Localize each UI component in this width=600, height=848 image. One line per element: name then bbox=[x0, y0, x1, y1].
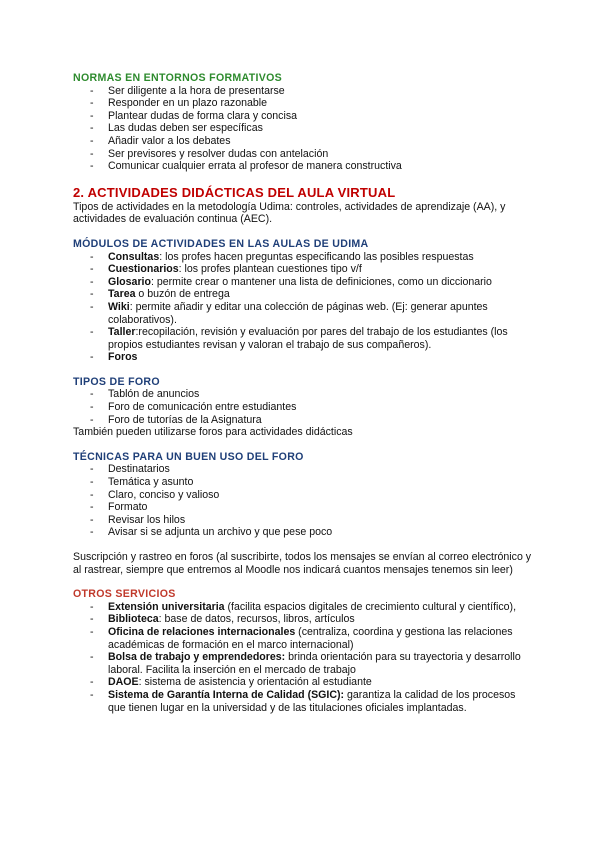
list-item: - Foro de tutorías de la Asignatura bbox=[90, 413, 262, 426]
list-item: - Bolsa de trabajo y emprendedores: brinda orientación para su trayectoria y desarrollo laboral. Facilita la inserción en el mercado de trabajo bbox=[90, 651, 521, 676]
section-title-modulos: MÓDULOS DE ACTIVIDADES EN LAS AULAS DE UDIMA bbox=[73, 237, 369, 250]
list-item: - Las dudas deben ser específicas bbox=[90, 122, 263, 135]
foro-list bbox=[73, 388, 535, 426]
list-item: - DAOE: sistema de asistencia y orientación al estudiante bbox=[90, 676, 372, 689]
section-title-otros: OTROS SERVICIOS bbox=[73, 588, 176, 601]
section-title-normas: NORMAS EN ENTORNOS FORMATIVOS bbox=[73, 72, 283, 84]
list-item: - Foro de comunicación entre estudiantes bbox=[90, 401, 297, 414]
list-item: - Oficina de relaciones internacionales (centraliza, coordina y gestiona las relaciones académicas de formación en el marco internacional) bbox=[90, 625, 513, 651]
list-item: - Formato bbox=[90, 501, 148, 514]
list-item: - Responder en un plazo razonable bbox=[90, 97, 268, 110]
tecnicas-note: Suscripción y rastreo en foros (al suscribirte, todos los mensajes se envían al correo electrónico y al rastrear, siempre que entremos al Moodle nos indicará cuantos mensajes tenemos sin leer) bbox=[73, 551, 532, 576]
list-item: - Sistema de Garantía Interna de Calidad (SGIC): garantiza la calidad de los procesos que tienen lugar en la universidad y de las titulaciones oficiales implantadas. bbox=[90, 688, 516, 714]
list-item: - Comunicar cualquier errata al profesor de manera constructiva bbox=[90, 160, 402, 173]
list-item: - Revisar los hilos bbox=[90, 513, 186, 526]
list-item: - Ser previsores y resolver dudas con antelación bbox=[90, 147, 329, 160]
actividades-intro: Tipos de actividades en la metodología Udima: controles, actividades de aprendizaje (AA), y actividades de evaluación continua (AEC). bbox=[73, 200, 506, 226]
page-content bbox=[73, 72, 535, 714]
section-title-foro: TIPOS DE FORO bbox=[73, 375, 160, 388]
list-item: - Plantear dudas de forma clara y concisa bbox=[90, 109, 298, 122]
list-item: - Extensión universitaria (facilita espacios digitales de crecimiento cultural y científico), bbox=[90, 600, 517, 613]
list-item: - Consultas: los profes hacen preguntas especificando las posibles respuestas bbox=[90, 250, 474, 263]
list-item: - Destinatarios bbox=[90, 463, 170, 476]
list-item: - Temática y asunto bbox=[90, 476, 194, 489]
list-item: - Cuestionarios: los profes plantean cuestiones tipo v/f bbox=[90, 263, 362, 276]
list-item: - Wiki: permite añadir y editar una colección de páginas web. (Ej: generar apuntes colaborativos). bbox=[90, 300, 488, 326]
otros-list bbox=[73, 601, 535, 714]
tecnicas-list bbox=[73, 463, 535, 539]
list-item: - Tablón de anuncios bbox=[90, 388, 200, 401]
list-item: - Biblioteca: base de datos, recursos, libros, artículos bbox=[90, 613, 355, 626]
normas-list bbox=[73, 85, 535, 173]
list-item: - Avisar si se adjunta un archivo y que pese poco bbox=[90, 526, 333, 539]
list-item: - Claro, conciso y valioso bbox=[90, 488, 220, 501]
list-item: - Foros bbox=[90, 351, 138, 364]
foro-note: También pueden utilizarse foros para actividades didácticas bbox=[73, 426, 353, 439]
list-item: - Añadir valor a los debates bbox=[90, 134, 231, 147]
section-title-tecnicas: TÉCNICAS PARA UN BUEN USO DEL FORO bbox=[73, 450, 304, 463]
modulos-list bbox=[73, 251, 535, 364]
list-item: - Ser diligente a la hora de presentarse bbox=[90, 84, 285, 97]
list-item: - Tarea o buzón de entrega bbox=[90, 288, 230, 301]
list-item: - Taller:recopilación, revisión y evaluación por pares del trabajo de los estudiantes (los propios estudiantes revisan y valoran el trabajo de sus compañeros). bbox=[90, 326, 508, 351]
list-item: - Glosario: permite crear o mantener una lista de definiciones, como un diccionario bbox=[90, 275, 492, 288]
chapter-title: 2. ACTIVIDADES DIDÁCTICAS DEL AULA VIRTUAL bbox=[73, 184, 396, 200]
